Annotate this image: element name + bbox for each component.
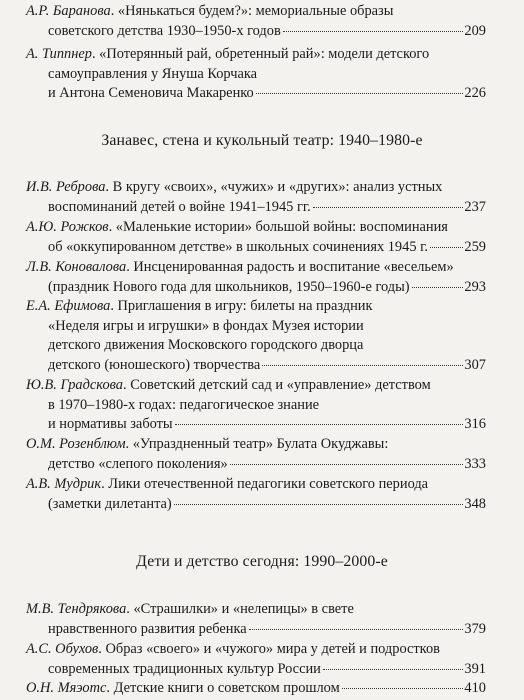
toc-entry <box>26 376 486 435</box>
entry-title-line: самоуправления у Януша Корчака <box>48 65 258 82</box>
entry-title-line: и Антона Семеновича Макаренко <box>48 85 254 102</box>
leader-dots <box>175 423 464 425</box>
section-heading: Занавес, стена и кукольный театр: 1940–1980-е <box>101 132 423 149</box>
page-number: 348 <box>464 495 486 512</box>
leader-dots <box>412 286 464 288</box>
toc-entry <box>26 178 486 217</box>
page-number: 237 <box>464 198 486 215</box>
entry-title-line: в 1970–1980-х годах: педагогическое знание <box>48 396 320 413</box>
entry-author: А.Р. Баранова <box>26 3 111 19</box>
entry-author: Л.В. Коновалова <box>26 259 127 275</box>
entry-title-line: воспоминаний детей о войне 1941–1945 гг. <box>48 198 311 215</box>
leader-dots <box>283 30 464 32</box>
toc-entry <box>26 600 486 639</box>
entry-title-line: детство «слепого поколения» <box>48 455 228 472</box>
leader-dots <box>342 687 464 689</box>
entry-title-line: и нормативы заботы <box>48 416 173 433</box>
entry-author: И.В. Реброва <box>26 179 106 195</box>
entry-author: О.Н. Мяэотс <box>26 680 107 696</box>
entry-author: Е.А. Ефимова <box>26 298 111 314</box>
entry-title-line: . Советский детский сад и «управление» детством <box>123 377 431 393</box>
leader-dots <box>174 503 464 505</box>
entry-title-line: . «Упраздненный театр» Булата Окуджавы: <box>125 436 389 452</box>
entry-author: А.Ю. Рожков <box>26 219 109 235</box>
page-number: 226 <box>464 85 486 102</box>
entry-title-line: . «Нянькаться будем?»: мемориальные образы <box>110 3 394 19</box>
entry-author: О.М. Розенблюм <box>26 436 126 452</box>
page-number: 307 <box>464 356 486 373</box>
toc-entry <box>26 679 486 699</box>
entry-author: А.С. Обухов <box>26 641 99 657</box>
toc-entry <box>26 218 486 257</box>
entry-title-line: . «Маленькие истории» большой войны: воспоминания <box>108 219 448 235</box>
leader-dots <box>323 668 464 670</box>
leader-dots <box>256 92 464 94</box>
entry-title-line: детского (юношеского) творчества <box>48 356 261 373</box>
page-number: 410 <box>464 680 486 696</box>
toc-entry <box>26 2 486 41</box>
toc-entry <box>26 640 486 679</box>
entry-title-line: . «Потерянный рай, обретенный рай»: модели детского <box>91 46 430 62</box>
page-number: 316 <box>464 416 486 433</box>
toc-entry <box>26 45 486 104</box>
entry-title-line: (заметки дилетанта) <box>48 495 172 512</box>
leader-dots <box>430 246 463 248</box>
section-heading: Дети и детство сегодня: 1990–2000-е <box>136 553 388 570</box>
entry-title-line: . Приглашения в игру: билеты на праздник <box>110 298 373 314</box>
entry-title-line: . Детские книги о советском прошлом <box>106 680 340 696</box>
entry-title-line: «Неделя игры и игрушки» в фондах Музея истории <box>48 317 364 334</box>
entry-title-line: . Образ «своего» и «чужого» мира у детей и подростков <box>98 641 440 657</box>
page-number: 379 <box>464 620 486 637</box>
entry-author: А. Типпнер <box>26 46 92 62</box>
leader-dots <box>230 463 464 465</box>
entry-title-line: современных традиционных культур России <box>48 660 321 677</box>
entry-title-line: нравственного развития ребенка <box>48 620 247 637</box>
toc-entry <box>26 475 486 514</box>
page-number: 333 <box>464 455 486 472</box>
leader-dots <box>262 364 463 366</box>
entry-title-line: . В кругу «своих», «чужих» и «других»: анализ устных <box>105 179 443 195</box>
leader-dots <box>313 206 464 208</box>
entry-title-line: . Лики отечественной педагогики советского периода <box>101 476 429 492</box>
entry-title-line: . Инсценированная радость и воспитание «весельем» <box>126 259 454 275</box>
entry-title-line: . «Страшилки» и «нелепицы» в свете <box>126 601 354 617</box>
page-number: 209 <box>464 22 486 39</box>
toc-entry <box>26 435 486 474</box>
entry-title-line: советского детства 1930–1950-х годов <box>48 22 281 39</box>
toc-entry <box>26 297 486 375</box>
entry-title-line: (праздник Нового года для школьников, 1950–1960-е годы) <box>48 278 410 295</box>
page-number: 391 <box>464 660 486 677</box>
entry-author: Ю.В. Градскова <box>26 377 124 393</box>
entry-title-line: об «оккупированном детстве» в школьных сочинениях 1945 г. <box>48 238 428 255</box>
entry-title-line: детского движения Московского городского дворца <box>48 337 364 354</box>
entry-author: М.В. Тендрякова <box>26 601 127 617</box>
toc-entry <box>26 258 486 297</box>
entry-author: А.В. Мудрик <box>26 476 102 492</box>
page-number: 293 <box>464 278 486 295</box>
leader-dots <box>249 628 464 630</box>
page-number: 259 <box>464 238 486 255</box>
